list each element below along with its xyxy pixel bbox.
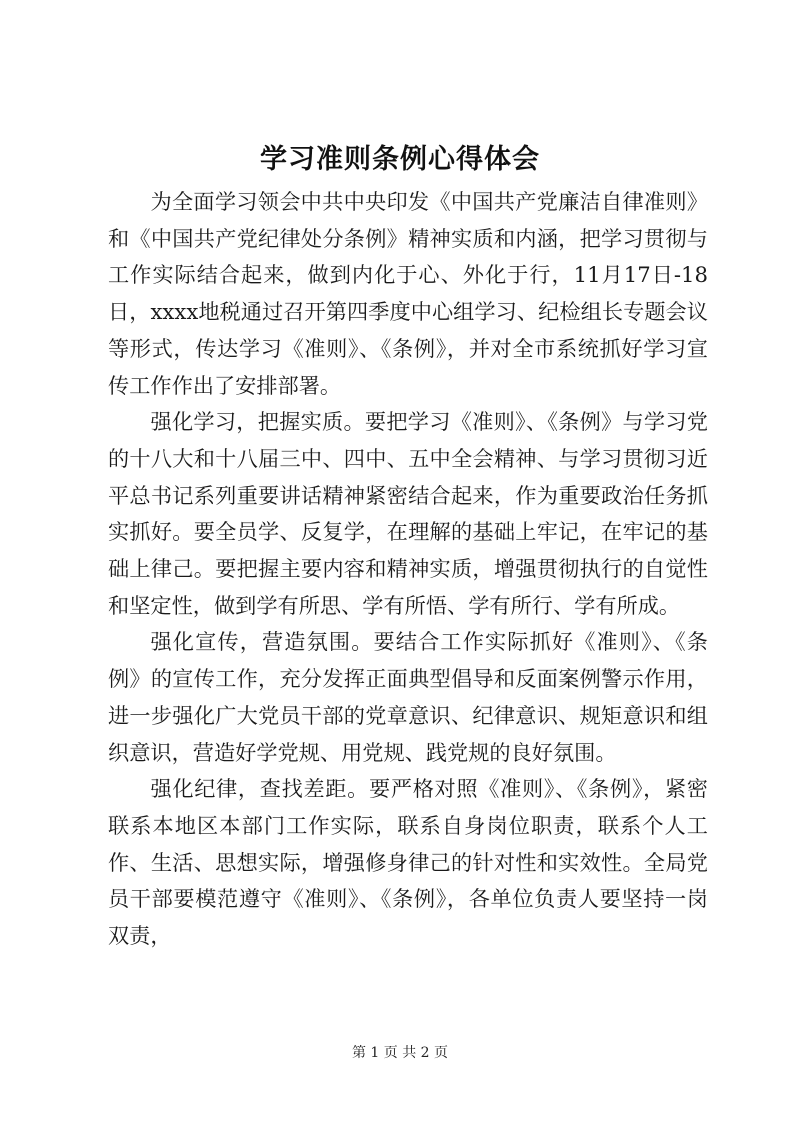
paragraph-discipline: 强化纪律，查找差距。要严格对照《准则》、《条例》，紧密联系本地区本部门工作实际，联系自身岗位职责，联系个人工作、生活、思想实际，增强修身律己的针对性和实效性。全局党员干部要模范遵守《准则》、《条例》，各单位负责人要坚持一岗双责， <box>108 776 708 949</box>
document-title: 学习准则条例心得体会 <box>260 144 540 175</box>
paragraph-publicity: 强化宣传，营造氛围。要结合工作实际抓好《准则》、《条例》的宣传工作，充分发挥正面典型倡导和反面案例警示作用，进一步强化广大党员干部的党章意识、纪律意识、规矩意识和组织意识，营造好学党规、用党规、践党规的良好氛围。 <box>108 629 708 765</box>
paragraph-study: 强化学习，把握实质。要把学习《准则》、《条例》与学习党的十八大和十八届三中、四中、五中全会精神、与学习贯彻习近平总书记系列重要讲话精神紧密结合起来，作为重要政治任务抓实抓好。要全员学、反复学，在理解的基础上牢记，在牢记的基础上律己。要把握主要内容和精神实质，增强贯彻执行的自觉性和坚定性，做到学有所思、学有所悟、学有所行、学有所成。 <box>108 409 708 618</box>
paragraph-intro: 为全面学习领会中共中央印发《中国共产党廉洁自律准则》和《中国共产党纪律处分条例》精神实质和内涵，把学习贯彻与工作实际结合起来，做到内化于心、外化于行，11月17日-18日，xxxx地税通过召开第四季度中心组学习、纪检组长专题会议等形式，传达学习《准则》、《条例》，并对全市系统抓好学习宣传工作作出了安排部署。 <box>108 189 708 398</box>
page-number: 第 1 页 共 2 页 <box>351 1045 449 1061</box>
document-body <box>108 184 708 955</box>
